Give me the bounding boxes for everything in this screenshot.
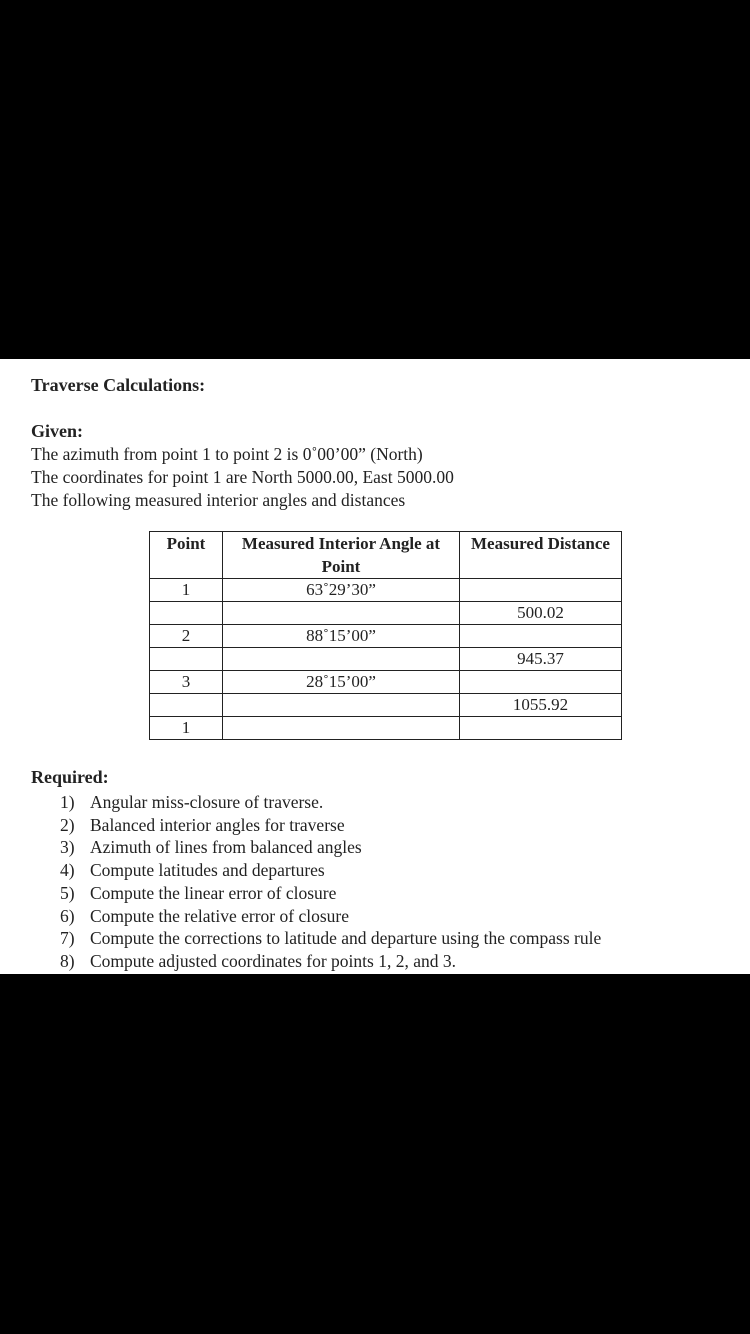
given-line: The following measured interior angles and distances (31, 490, 406, 510)
item-number: 5) (60, 882, 75, 903)
cell-distance (460, 671, 622, 694)
item-text: Compute adjusted coordinates for points 1, 2, and 3. (90, 950, 456, 971)
table-row (150, 602, 622, 625)
cell-distance: 945.37 (460, 648, 622, 671)
item-number: 2) (60, 814, 75, 835)
item-text: Compute latitudes and departures (90, 860, 325, 881)
item-text: Compute the linear error of closure (90, 882, 337, 903)
page-title: Traverse Calculations: (31, 375, 206, 395)
cell-distance: 500.02 (460, 602, 622, 625)
required-list (60, 791, 601, 973)
cell-point: 1 (150, 717, 223, 740)
cell-distance: 1055.92 (460, 694, 622, 717)
cell-angle (223, 717, 460, 740)
header-distance: Measured Distance (460, 532, 622, 579)
header-point: Point (150, 532, 223, 579)
item-number: 8) (60, 950, 75, 971)
cell-angle (223, 602, 460, 625)
given-line: The azimuth from point 1 to point 2 is 0˚00’00” (North) (31, 444, 423, 464)
cell-point: 1 (150, 579, 223, 602)
header-angle: Measured Interior Angle at Point (223, 532, 460, 579)
table-row (150, 717, 622, 740)
item-number: 6) (60, 905, 75, 926)
table-header-row (150, 532, 622, 579)
required-heading: Required: (31, 767, 109, 787)
item-text: Angular miss-closure of traverse. (90, 792, 324, 812)
list-item (60, 836, 601, 859)
table-row (150, 625, 622, 648)
item-number: 1) (60, 792, 75, 812)
cell-distance (460, 579, 622, 602)
cell-point (150, 694, 223, 717)
list-item (60, 859, 601, 882)
cell-point: 2 (150, 625, 223, 648)
item-text: Compute the corrections to latitude and departure using the compass rule (90, 928, 602, 949)
list-item (60, 950, 601, 973)
list-item (60, 905, 601, 928)
document-page (0, 359, 750, 974)
table-row (150, 648, 622, 671)
table-row (150, 671, 622, 694)
list-item (60, 882, 601, 905)
cell-distance (460, 625, 622, 648)
given-heading: Given: (31, 421, 83, 441)
item-text: Balanced interior angles for traverse (90, 814, 345, 835)
table-row (150, 694, 622, 717)
item-number: 3) (60, 837, 75, 858)
list-item (60, 791, 601, 814)
traverse-table (149, 531, 622, 740)
cell-angle (223, 648, 460, 671)
cell-angle: 63˚29’30” (223, 579, 460, 602)
list-item (60, 927, 601, 950)
cell-distance (460, 717, 622, 740)
cell-angle: 28˚15’00” (223, 671, 460, 694)
item-number: 4) (60, 860, 75, 881)
item-number: 7) (60, 928, 75, 949)
item-text: Azimuth of lines from balanced angles (90, 837, 362, 858)
table-row (150, 579, 622, 602)
cell-angle: 88˚15’00” (223, 625, 460, 648)
cell-point (150, 602, 223, 625)
given-line: The coordinates for point 1 are North 5000.00, East 5000.00 (31, 467, 454, 487)
item-text: Compute the relative error of closure (90, 905, 349, 926)
cell-point (150, 648, 223, 671)
list-item (60, 814, 601, 837)
given-text (31, 443, 454, 512)
cell-angle (223, 694, 460, 717)
cell-point: 3 (150, 671, 223, 694)
